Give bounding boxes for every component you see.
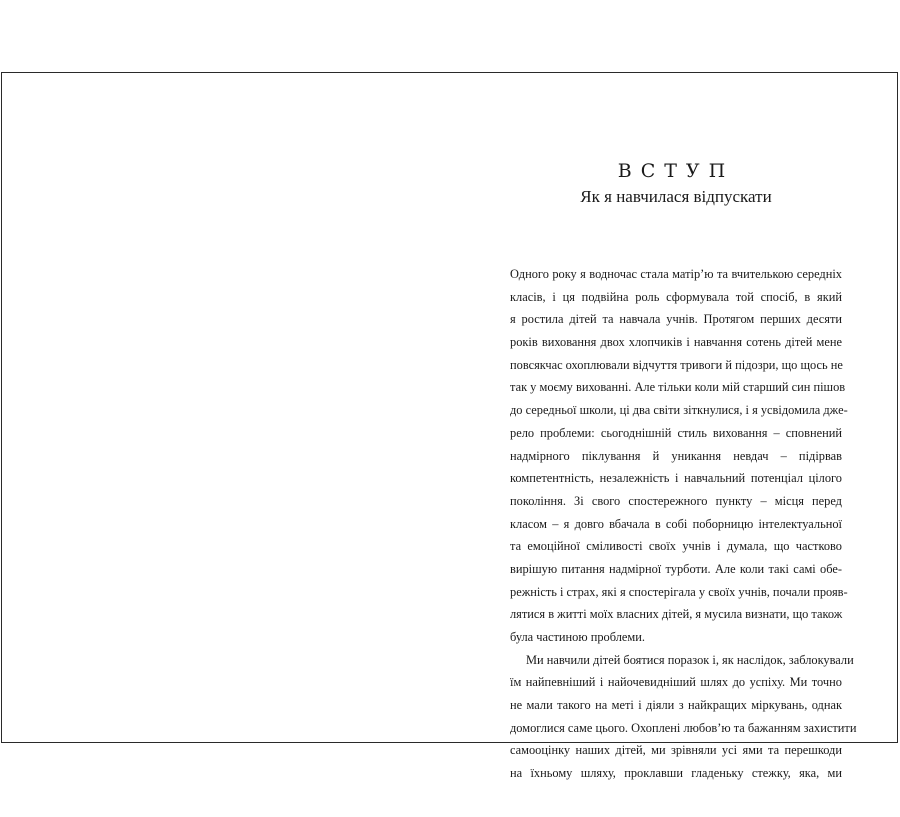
text-line: Одного року я водночас стала матір’ю та вчителькою середніх <box>510 267 842 281</box>
text-line: Ми навчили дітей боятися поразок і, як наслідок, заблокували <box>526 652 854 667</box>
text-line: класів, і ця подвійна роль сформувала той спосіб, в який <box>510 289 842 304</box>
text-line: так у моєму вихованні. Але тільки коли мій старший син пішов <box>510 380 846 395</box>
text-line: не мали такого на меті і діяли з найкращих міркувань, однак <box>510 698 842 713</box>
text-line: вирішую питання надмірної турботи. Але коли такі самі обе- <box>510 561 842 576</box>
text-line: їм найпевніший і найочевидніший шлях до успіху. Ми точно <box>510 675 842 690</box>
text-line: та емоційної сміливості своїх учнів і думала, що частково <box>510 539 842 554</box>
text-line: років виховання двох хлопчиків і навчання сотень дітей мене <box>510 335 842 350</box>
text-line: повсякчас охоплювали відчуття тривоги й підозри, що щось не <box>510 357 843 372</box>
paragraph-2 <box>510 649 857 785</box>
text-line: режність і страх, які я спостерігала у своїх учнів, почали прояв- <box>510 584 848 599</box>
text-line: самооцінку наших дітей, ми зрівняли усі ями та перешкоди <box>510 743 842 758</box>
chapter-label: ВСТУП <box>617 160 735 182</box>
text-line: класом – я довго вбачала в собі поборницю інтелектуальної <box>510 516 842 531</box>
left-page-blank <box>2 73 450 742</box>
book-spread <box>1 72 898 781</box>
paragraph-1 <box>510 263 848 649</box>
text-line: надмірного піклування й уникання невдач – підірвав <box>510 448 842 463</box>
body-text <box>510 263 857 785</box>
text-line: я ростила дітей та навчала учнів. Протягом перших десяти <box>510 312 842 327</box>
text-line: рело проблеми: сьогоднішній стиль виховання – сповнений <box>510 425 842 440</box>
text-line: до середньої школи, ці два світи зіткнулися, і я усвідомила дже- <box>510 403 848 418</box>
chapter-title: Як я навчилася відпускати <box>580 187 772 206</box>
right-page <box>510 73 857 781</box>
text-line: була частиною проблеми. <box>510 630 645 644</box>
text-line: компетентність, незалежність і навчальний потенціал цілого <box>510 471 842 486</box>
text-line: лятися в житті моїх власних дітей, я мусила визнати, що також <box>510 607 843 622</box>
text-line: на їхньому шляху, проклавши гладеньку стежку, яка, ми <box>510 766 842 781</box>
text-line: покоління. Зі свого спостережного пункту – місця перед <box>510 493 842 508</box>
text-line: домоглися саме цього. Охоплені любов’ю та бажанням захистити <box>510 720 857 735</box>
